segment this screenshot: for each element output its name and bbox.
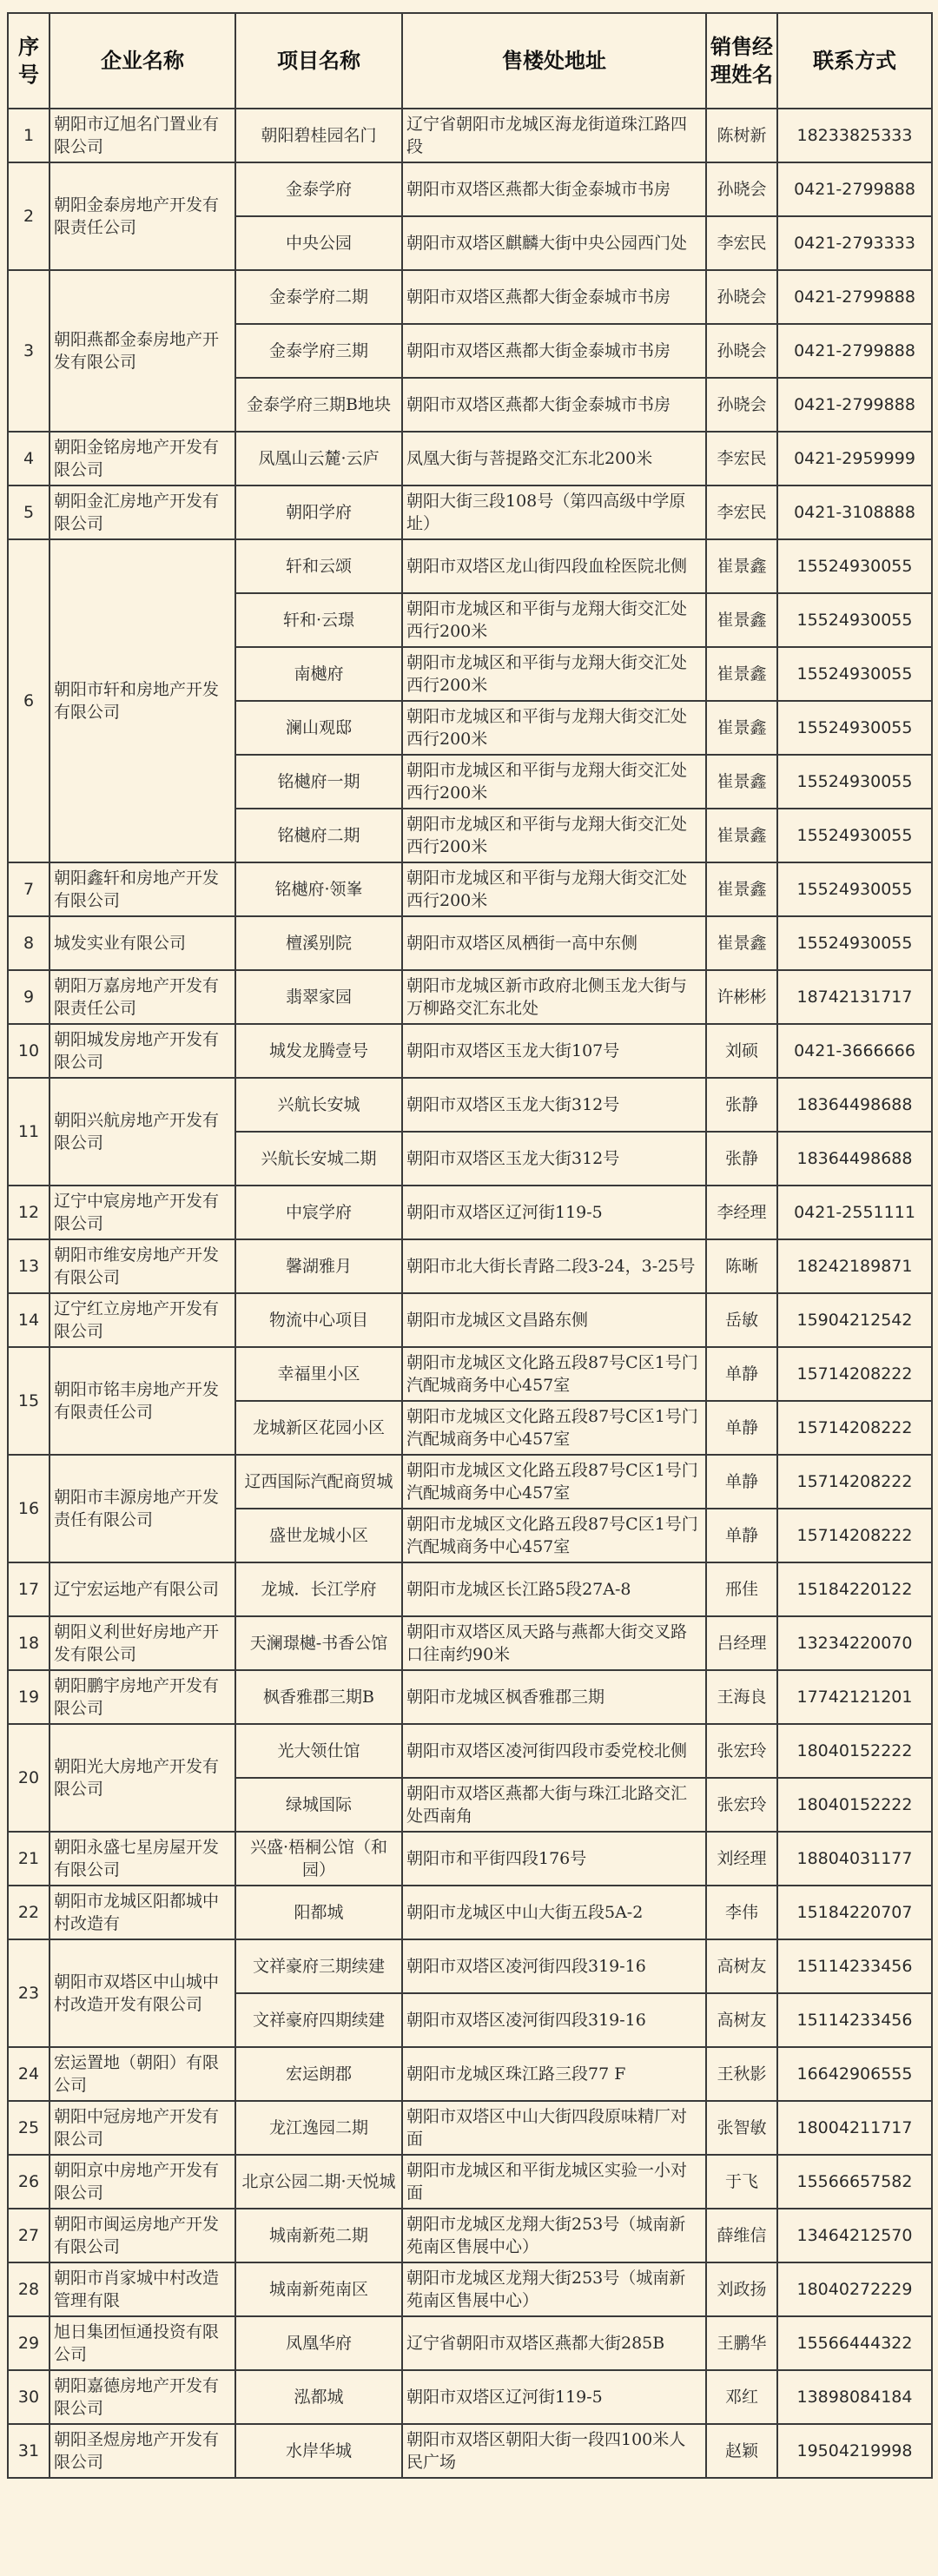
sales-manager-name: 崔景鑫 [706,701,777,755]
contact-phone: 0421-2799888 [777,270,932,324]
sales-office-address: 朝阳市双塔区玉龙大街312号 [402,1078,706,1132]
contact-phone: 17742121201 [777,1670,932,1724]
project-name: 物流中心项目 [235,1293,402,1347]
enterprise-name: 朝阳市闽运房地产开发有限公司 [50,2209,235,2262]
sales-manager-name: 单静 [706,1509,777,1562]
sales-office-address: 朝阳市龙城区和平街与龙翔大街交汇处西行200米 [402,701,706,755]
project-name: 朝阳碧桂园名门 [235,109,402,162]
row-number: 1 [8,109,50,162]
contact-phone: 0421-2799888 [777,324,932,378]
enterprise-name: 朝阳燕都金泰房地产开发有限公司 [50,270,235,432]
sales-office-address: 朝阳市双塔区凤天路与燕都大街交叉路口往南约90米 [402,1616,706,1670]
sales-office-address: 朝阳市和平街四段176号 [402,1832,706,1886]
sales-manager-name: 张静 [706,1078,777,1132]
project-name: 泓都城 [235,2370,402,2424]
sales-office-address: 朝阳市龙城区和平街与龙翔大街交汇处西行200米 [402,809,706,862]
project-name: 龙江逸园二期 [235,2101,402,2155]
project-name: 城南新苑二期 [235,2209,402,2262]
table-row [8,1886,932,1939]
sales-office-address: 朝阳市双塔区朝阳大街一段四100米人民广场 [402,2424,706,2478]
table-row [8,1186,932,1239]
contact-phone: 15524930055 [777,701,932,755]
project-name: 朝阳学府 [235,485,402,539]
table-row [8,1293,932,1347]
sales-manager-name: 崔景鑫 [706,755,777,809]
table-row [8,1239,932,1293]
sales-office-address: 朝阳市龙城区和平街龙城区实验一小对面 [402,2155,706,2209]
header-enterprise: 企业名称 [50,13,235,109]
sales-manager-name: 张宏玲 [706,1724,777,1778]
contact-phone: 16642906555 [777,2047,932,2101]
enterprise-name: 朝阳京中房地产开发有限公司 [50,2155,235,2209]
row-number: 18 [8,1616,50,1670]
enterprise-name: 朝阳中冠房地产开发有限公司 [50,2101,235,2155]
table-row [8,1024,932,1078]
contact-phone: 0421-2799888 [777,378,932,432]
sales-office-address: 朝阳市北大街长青路二段3-24，3-25号 [402,1239,706,1293]
contact-phone: 18364498688 [777,1078,932,1132]
sales-manager-name: 李宏民 [706,432,777,485]
enterprise-name: 朝阳城发房地产开发有限公司 [50,1024,235,1078]
contact-phone: 0421-2799888 [777,162,932,216]
sales-manager-name: 李经理 [706,1186,777,1239]
sales-manager-name: 张宏玲 [706,1778,777,1832]
enterprise-name: 宏运置地（朝阳）有限公司 [50,2047,235,2101]
project-name: 幸福里小区 [235,1347,402,1401]
sales-office-address: 朝阳市双塔区燕都大街金泰城市书房 [402,378,706,432]
project-name: 绿城国际 [235,1778,402,1832]
sales-manager-name: 崔景鑫 [706,809,777,862]
sales-manager-name: 高树友 [706,1939,777,1993]
enterprise-name: 朝阳兴航房地产开发有限公司 [50,1078,235,1186]
contact-phone: 18040152222 [777,1724,932,1778]
row-number: 13 [8,1239,50,1293]
sales-manager-name: 崔景鑫 [706,916,777,970]
table-row [8,2262,932,2316]
sales-office-address: 朝阳市龙城区龙翔大街253号（城南新苑南区售展中心） [402,2262,706,2316]
project-name: 馨湖雅月 [235,1239,402,1293]
row-number: 16 [8,1455,50,1562]
sales-manager-name: 孙晓会 [706,270,777,324]
sales-office-address: 朝阳市龙城区和平街与龙翔大街交汇处西行200米 [402,647,706,701]
row-number: 28 [8,2262,50,2316]
sales-manager-name: 崔景鑫 [706,862,777,916]
row-number: 19 [8,1670,50,1724]
table-row [8,162,932,216]
sales-manager-name: 单静 [706,1401,777,1455]
enterprise-name: 朝阳永盛七星房屋开发有限公司 [50,1832,235,1886]
contact-phone: 15184220122 [777,1562,932,1616]
project-name: 金泰学府三期B地块 [235,378,402,432]
sales-office-address: 朝阳市双塔区麒麟大街中央公园西门处 [402,216,706,270]
row-number: 29 [8,2316,50,2370]
contact-phone: 15114233456 [777,1939,932,1993]
contact-phone: 15904212542 [777,1293,932,1347]
table-row [8,2101,932,2155]
sales-office-address: 朝阳市双塔区燕都大街金泰城市书房 [402,324,706,378]
project-name: 文祥豪府四期续建 [235,1993,402,2047]
project-name: 天澜璟樾-书香公馆 [235,1616,402,1670]
sales-manager-name: 高树友 [706,1993,777,2047]
contact-phone: 15566444322 [777,2316,932,2370]
sales-manager-name: 刘政扬 [706,2262,777,2316]
sales-office-address: 朝阳市双塔区凌河街四段319-16 [402,1993,706,2047]
row-number: 20 [8,1724,50,1832]
project-name: 龙城．长江学府 [235,1562,402,1616]
sales-manager-name: 单静 [706,1455,777,1509]
table-row [8,1347,932,1401]
enterprise-name: 朝阳金汇房地产开发有限公司 [50,485,235,539]
sales-office-address: 朝阳市龙城区枫香雅郡三期 [402,1670,706,1724]
table-row [8,1670,932,1724]
project-name: 金泰学府 [235,162,402,216]
sales-office-address: 朝阳市双塔区辽河街119-5 [402,2370,706,2424]
sales-office-address: 朝阳市龙城区中山大街五段5A-2 [402,1886,706,1939]
project-name: 兴航长安城二期 [235,1132,402,1186]
project-name: 辽西国际汽配商贸城 [235,1455,402,1509]
sales-office-address: 朝阳市龙城区文昌路东侧 [402,1293,706,1347]
sales-office-address: 朝阳市龙城区文化路五段87号C区1号门汽配城商务中心457室 [402,1401,706,1455]
table-row [8,1455,932,1509]
sales-office-address: 朝阳市龙城区文化路五段87号C区1号门汽配城商务中心457室 [402,1347,706,1401]
contact-phone: 15524930055 [777,647,932,701]
sales-manager-name: 邓红 [706,2370,777,2424]
enterprise-name: 朝阳义利世好房地产开发有限公司 [50,1616,235,1670]
project-name: 宏运朗郡 [235,2047,402,2101]
sales-office-address: 朝阳市双塔区凌河街四段319-16 [402,1939,706,1993]
contact-phone: 0421-3666666 [777,1024,932,1078]
sales-office-address: 朝阳市双塔区辽河街119-5 [402,1186,706,1239]
row-number: 9 [8,970,50,1024]
project-name: 盛世龙城小区 [235,1509,402,1562]
sales-manager-name: 王鹏华 [706,2316,777,2370]
project-name: 光大领仕馆 [235,1724,402,1778]
sales-manager-name: 李宏民 [706,485,777,539]
contact-phone: 15524930055 [777,809,932,862]
table-row [8,1562,932,1616]
project-name: 檀溪别院 [235,916,402,970]
document-page [7,12,931,2479]
contact-phone: 0421-2551111 [777,1186,932,1239]
enterprise-name: 朝阳金泰房地产开发有限责任公司 [50,162,235,270]
contact-phone: 18364498688 [777,1132,932,1186]
sales-manager-name: 岳敏 [706,1293,777,1347]
sales-manager-name: 于飞 [706,2155,777,2209]
project-name: 金泰学府三期 [235,324,402,378]
enterprise-name: 朝阳光大房地产开发有限公司 [50,1724,235,1832]
enterprise-name: 朝阳市铭丰房地产开发有限责任公司 [50,1347,235,1455]
row-number: 8 [8,916,50,970]
sales-office-address: 辽宁省朝阳市双塔区燕都大街285B [402,2316,706,2370]
table-row [8,862,932,916]
sales-manager-name: 崔景鑫 [706,593,777,647]
sales-manager-name: 吕经理 [706,1616,777,1670]
table-row [8,2155,932,2209]
sales-manager-name: 李伟 [706,1886,777,1939]
table-row [8,916,932,970]
row-number: 21 [8,1832,50,1886]
row-number: 23 [8,1939,50,2047]
sales-manager-name: 孙晓会 [706,324,777,378]
contact-phone: 0421-2793333 [777,216,932,270]
project-name: 铭樾府二期 [235,809,402,862]
enterprise-name: 朝阳万嘉房地产开发有限责任公司 [50,970,235,1024]
sales-office-address: 朝阳市龙城区龙翔大街253号（城南新苑南区售展中心） [402,2209,706,2262]
project-name: 南樾府 [235,647,402,701]
contact-phone: 13898084184 [777,2370,932,2424]
table-row [8,1724,932,1778]
table-row [8,270,932,324]
project-name: 城南新苑南区 [235,2262,402,2316]
contact-phone: 15524930055 [777,916,932,970]
row-number: 5 [8,485,50,539]
enterprise-name: 辽宁宏运地产有限公司 [50,1562,235,1616]
contact-phone: 15524930055 [777,539,932,593]
sales-manager-name: 陈树新 [706,109,777,162]
table-row [8,1832,932,1886]
row-number: 3 [8,270,50,432]
header-no: 序号 [8,13,50,109]
sales-manager-name: 单静 [706,1347,777,1401]
enterprise-name: 朝阳市维安房地产开发有限公司 [50,1239,235,1293]
contact-phone: 15114233456 [777,1993,932,2047]
sales-office-address: 朝阳市双塔区凤栖街一高中东侧 [402,916,706,970]
row-number: 4 [8,432,50,485]
sales-office-address: 朝阳市龙城区和平街与龙翔大街交汇处西行200米 [402,593,706,647]
project-name: 北京公园二期·天悦城 [235,2155,402,2209]
enterprise-name: 朝阳圣煜房地产开发有限公司 [50,2424,235,2478]
table-row [8,539,932,593]
header-contact: 联系方式 [777,13,932,109]
project-name: 兴盛·梧桐公馆（和园） [235,1832,402,1886]
project-name: 中央公园 [235,216,402,270]
sales-manager-name: 孙晓会 [706,162,777,216]
project-name: 文祥豪府三期续建 [235,1939,402,1993]
contact-phone: 15714208222 [777,1347,932,1401]
project-name: 阳都城 [235,1886,402,1939]
row-number: 12 [8,1186,50,1239]
project-name: 水岸华城 [235,2424,402,2478]
row-number: 24 [8,2047,50,2101]
contact-phone: 19504219998 [777,2424,932,2478]
sales-manager-name: 许彬彬 [706,970,777,1024]
table-header-row [8,13,932,109]
sales-office-address: 朝阳市龙城区长江路5段27A-8 [402,1562,706,1616]
sales-manager-name: 崔景鑫 [706,539,777,593]
header-project: 项目名称 [235,13,402,109]
project-name: 轩和·云璟 [235,593,402,647]
sales-manager-name: 王秋影 [706,2047,777,2101]
enterprise-name: 朝阳嘉德房地产开发有限公司 [50,2370,235,2424]
enterprise-name: 朝阳鑫轩和房地产开发有限公司 [50,862,235,916]
sales-office-address: 朝阳市龙城区和平街与龙翔大街交汇处西行200米 [402,755,706,809]
sales-office-address: 朝阳市双塔区玉龙大街107号 [402,1024,706,1078]
table-row [8,432,932,485]
table-row [8,2316,932,2370]
project-name: 铭樾府一期 [235,755,402,809]
sales-manager-name: 张静 [706,1132,777,1186]
contact-phone: 18742131717 [777,970,932,1024]
enterprise-name: 朝阳金铭房地产开发有限公司 [50,432,235,485]
contact-phone: 13464212570 [777,2209,932,2262]
contact-phone: 15524930055 [777,755,932,809]
table-row [8,485,932,539]
enterprise-name: 辽宁中宸房地产开发有限公司 [50,1186,235,1239]
enterprise-name: 朝阳市龙城区阳都城中村改造有 [50,1886,235,1939]
table-body [8,109,932,2478]
enterprise-name: 朝阳市丰源房地产开发责任有限公司 [50,1455,235,1562]
table-row [8,2370,932,2424]
contact-phone: 15184220707 [777,1886,932,1939]
row-number: 11 [8,1078,50,1186]
sales-manager-name: 张智敏 [706,2101,777,2155]
table-row [8,970,932,1024]
contact-phone: 18804031177 [777,1832,932,1886]
sales-office-address: 朝阳市双塔区凌河街四段市委党校北侧 [402,1724,706,1778]
row-number: 17 [8,1562,50,1616]
row-number: 14 [8,1293,50,1347]
row-number: 31 [8,2424,50,2478]
sales-office-address: 朝阳市龙城区文化路五段87号C区1号门汽配城商务中心457室 [402,1509,706,1562]
sales-office-address: 凤凰大街与菩提路交汇东北200米 [402,432,706,485]
sales-manager-name: 赵颖 [706,2424,777,2478]
sales-office-address: 朝阳市龙城区新市政府北侧玉龙大街与万柳路交汇东北处 [402,970,706,1024]
sales-office-address: 朝阳市双塔区燕都大街金泰城市书房 [402,162,706,216]
project-name: 兴航长安城 [235,1078,402,1132]
enterprise-name: 朝阳鹏宇房地产开发有限公司 [50,1670,235,1724]
row-number: 25 [8,2101,50,2155]
enterprise-name: 朝阳市辽旭名门置业有限公司 [50,109,235,162]
sales-manager-name: 陈晰 [706,1239,777,1293]
contact-phone: 15524930055 [777,593,932,647]
enterprise-name: 辽宁红立房地产开发有限公司 [50,1293,235,1347]
sales-manager-name: 薛维信 [706,2209,777,2262]
table-row [8,2424,932,2478]
contact-phone: 15524930055 [777,862,932,916]
sales-manager-name: 崔景鑫 [706,647,777,701]
project-name: 翡翠家园 [235,970,402,1024]
contact-phone: 18040152222 [777,1778,932,1832]
contact-phone: 15714208222 [777,1455,932,1509]
project-name: 枫香雅郡三期B [235,1670,402,1724]
project-name: 城发龙腾壹号 [235,1024,402,1078]
table-row [8,109,932,162]
row-number: 7 [8,862,50,916]
contact-phone: 15714208222 [777,1401,932,1455]
sales-manager-name: 邢佳 [706,1562,777,1616]
row-number: 22 [8,1886,50,1939]
enterprise-name: 朝阳市肖家城中村改造管理有限 [50,2262,235,2316]
contact-phone: 0421-3108888 [777,485,932,539]
row-number: 2 [8,162,50,270]
sales-office-address: 朝阳市龙城区珠江路三段77 F [402,2047,706,2101]
sales-office-address: 朝阳市龙城区和平街与龙翔大街交汇处西行200米 [402,862,706,916]
table-row [8,2047,932,2101]
row-number: 27 [8,2209,50,2262]
project-name: 金泰学府二期 [235,270,402,324]
row-number: 26 [8,2155,50,2209]
sales-office-table [7,12,933,2479]
project-name: 铭樾府·领峯 [235,862,402,916]
project-name: 龙城新区花园小区 [235,1401,402,1455]
sales-office-address: 朝阳市双塔区中山大街四段原味精厂对面 [402,2101,706,2155]
table-row [8,2209,932,2262]
project-name: 中宸学府 [235,1186,402,1239]
sales-manager-name: 王海良 [706,1670,777,1724]
header-manager: 销售经理姓名 [706,13,777,109]
table-row [8,1616,932,1670]
row-number: 15 [8,1347,50,1455]
enterprise-name: 城发实业有限公司 [50,916,235,970]
enterprise-name: 旭日集团恒通投资有限公司 [50,2316,235,2370]
project-name: 凤凰华府 [235,2316,402,2370]
sales-office-address: 朝阳市龙城区文化路五段87号C区1号门汽配城商务中心457室 [402,1455,706,1509]
contact-phone: 15566657582 [777,2155,932,2209]
project-name: 凤凰山云麓·云庐 [235,432,402,485]
sales-manager-name: 刘硕 [706,1024,777,1078]
row-number: 6 [8,539,50,862]
header-address: 售楼处地址 [402,13,706,109]
table-row [8,1939,932,1993]
contact-phone: 15714208222 [777,1509,932,1562]
row-number: 30 [8,2370,50,2424]
row-number: 10 [8,1024,50,1078]
contact-phone: 18242189871 [777,1239,932,1293]
contact-phone: 18004211717 [777,2101,932,2155]
sales-office-address: 朝阳大街三段108号（第四高级中学原址） [402,485,706,539]
contact-phone: 13234220070 [777,1616,932,1670]
sales-office-address: 朝阳市双塔区玉龙大街312号 [402,1132,706,1186]
table-row [8,1078,932,1132]
contact-phone: 18233825333 [777,109,932,162]
contact-phone: 0421-2959999 [777,432,932,485]
project-name: 澜山观邸 [235,701,402,755]
sales-office-address: 朝阳市双塔区龙山街四段血栓医院北侧 [402,539,706,593]
sales-office-address: 朝阳市双塔区燕都大街与珠江北路交汇处西南角 [402,1778,706,1832]
sales-manager-name: 孙晓会 [706,378,777,432]
project-name: 轩和云颂 [235,539,402,593]
contact-phone: 18040272229 [777,2262,932,2316]
enterprise-name: 朝阳市轩和房地产开发有限公司 [50,539,235,862]
sales-manager-name: 李宏民 [706,216,777,270]
sales-manager-name: 刘经理 [706,1832,777,1886]
sales-office-address: 朝阳市双塔区燕都大街金泰城市书房 [402,270,706,324]
enterprise-name: 朝阳市双塔区中山城中村改造开发有限公司 [50,1939,235,2047]
sales-office-address: 辽宁省朝阳市龙城区海龙街道珠江路四段 [402,109,706,162]
